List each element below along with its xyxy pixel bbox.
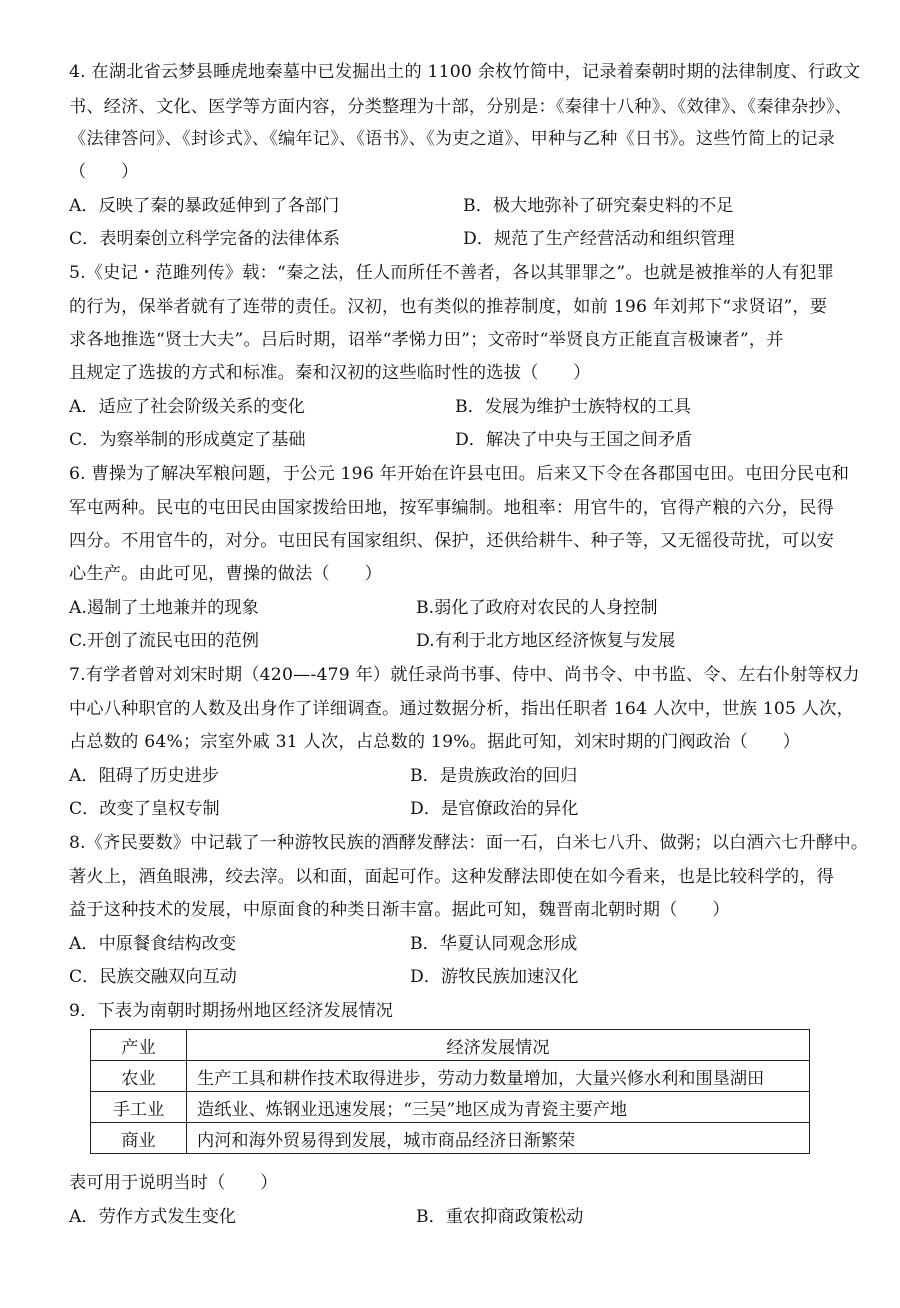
table-header-row — [91, 1030, 810, 1061]
q6-line-1: 6. 曹操为了解决军粮问题，于公元 196 年开始在许县屯田。后来又下令在各郡国屯田。屯田分民屯和 — [69, 464, 850, 484]
q9-after-table: 表可用于说明当时（ ） — [69, 1173, 278, 1193]
table-cell: 手工业 — [91, 1092, 187, 1123]
table-cell: 造纸业、炼钢业迅速发展；“三吴”地区成为青瓷主要产地 — [187, 1092, 810, 1123]
q8-line-1: 8.《齐民要数》中记载了一种游牧民族的酒酵发酵法：面一石，白米七八升、做粥；以白酒六七升酵中。 — [69, 833, 869, 853]
q7-option-b[interactable]: B．是贵族政治的回归 — [410, 766, 578, 786]
q8-option-d[interactable]: D．游牧民族加速汉化 — [410, 967, 579, 987]
q9-option-a[interactable]: A．劳作方式发生变化 — [69, 1207, 237, 1227]
table-cell: 农业 — [91, 1061, 187, 1092]
q4-option-a[interactable]: A．反映了秦的暴政延伸到了各部门 — [69, 196, 340, 216]
table-cell: 内河和海外贸易得到发展，城市商品经济日渐繁荣 — [187, 1123, 810, 1154]
q5-line-2: 的行为，保举者就有了连带的责任。汉初，也有类似的推荐制度，如前 196 年刘邦下“求贤诏”，要 — [69, 297, 828, 317]
table-row — [91, 1092, 810, 1123]
q5-line-4: 且规定了选拔的方式和标准。秦和汉初的这些临时性的选拔（ ） — [69, 363, 591, 383]
q6-option-d[interactable]: D.有利于北方地区经济恢复与发展 — [416, 631, 676, 651]
q8-line-3: 益于这种技术的发展，中原面食的种类日渐丰富。据此可知，魏晋南北朝时期（ ） — [69, 900, 730, 920]
table-row — [91, 1061, 810, 1092]
q9-option-b[interactable]: B．重农抑商政策松动 — [416, 1207, 584, 1227]
q6-option-c[interactable]: C.开创了流民屯田的范例 — [69, 631, 259, 651]
q5-option-d[interactable]: D．解决了中央与王国之间矛盾 — [455, 430, 693, 450]
q5-option-c[interactable]: C．为察举制的形成奠定了基础 — [69, 430, 306, 450]
q4-line-3: 《法律答问》、《封诊式》、《编年记》、《语书》、《为吏之道》、甲种与乙种《日书》。这些竹简上的记录 — [69, 129, 835, 149]
q5-line-1: 5.《史记・范雎列传》载：“秦之法，任人而所任不善者，各以其罪罪之”。也就是被推举的人有犯罪 — [69, 263, 835, 283]
q7-line-2: 中心八种职官的人数及出身作了详细调查。通过数据分析，指出任职者 164 人次中，世族 105 人次， — [69, 699, 854, 719]
q6-option-a[interactable]: A.遏制了土地兼并的现象 — [69, 598, 259, 618]
q7-option-c[interactable]: C．改变了皇权专制 — [69, 799, 220, 819]
q4-line-2: 书、经济、文化、医学等方面内容，分类整理为十部，分别是：《秦律十八种》、《效律》、《秦律杂抄》、 — [69, 97, 853, 117]
q7-line-3: 占总数的 64%；宗室外戚 31 人次，占总数的 19%。据此可知，刘宋时期的门阀政治（ ） — [69, 732, 801, 752]
table-header-cell: 经济发展情况 — [187, 1030, 810, 1061]
q6-line-4: 心生产。由此可见，曹操的做法（ ） — [69, 564, 382, 584]
q4-line-4: （ ） — [69, 162, 139, 182]
table-row — [91, 1123, 810, 1154]
table-cell: 商业 — [91, 1123, 187, 1154]
q6-line-2: 军屯两种。民屯的屯田民由国家拨给田地，按军事编制。地租率：用官牛的，官得产粮的六分，民得 — [69, 498, 835, 518]
q7-option-a[interactable]: A．阻碍了历史进步 — [69, 766, 219, 786]
q4-option-b[interactable]: B．极大地弥补了研究秦史料的不足 — [463, 196, 734, 216]
table-header-cell: 产业 — [91, 1030, 187, 1061]
q4-option-d[interactable]: D．规范了生产经营活动和组织管理 — [463, 229, 735, 249]
q4-option-c[interactable]: C．表明秦创立科学完备的法律体系 — [69, 229, 340, 249]
q5-option-a[interactable]: A．适应了社会阶级关系的变化 — [69, 397, 305, 417]
q6-line-3: 四分。不用官牛的，对分。屯田民有国家组织、保护，还供给耕牛、种子等，又无徭役苛扰，可以安 — [69, 531, 835, 551]
q5-option-b[interactable]: B．发展为维护士族特权的工具 — [455, 397, 692, 417]
q8-option-a[interactable]: A．中原餐食结构改变 — [69, 934, 237, 954]
q9-line-1: 9．下表为南朝时期扬州地区经济发展情况 — [69, 1001, 394, 1021]
q7-option-d[interactable]: D．是官僚政治的异化 — [410, 799, 579, 819]
q8-option-b[interactable]: B．华夏认同观念形成 — [410, 934, 578, 954]
q8-option-c[interactable]: C．民族交融双向互动 — [69, 967, 237, 987]
q6-option-b[interactable]: B.弱化了政府对农民的人身控制 — [416, 598, 658, 618]
q7-line-1: 7.有学者曾对刘宋时期（420—-479 年）就任录尚书事、侍中、尚书令、中书监、令、左右仆射等权力 — [69, 665, 860, 685]
q4-line-1: 4. 在湖北省云梦县睡虎地秦墓中已发掘出土的 1100 余枚竹简中，记录着秦朝时期的法律制度、行政文 — [69, 62, 861, 82]
economy-table — [90, 1029, 810, 1154]
table-cell: 生产工具和耕作技术取得进步，劳动力数量增加，大量兴修水利和围垦湖田 — [187, 1061, 810, 1092]
q5-line-3: 求各地推选“贤士大夫”。吕后时期，诏举“孝悌力田”；文帝时“举贤良方正能直言极谏者”，并 — [69, 330, 784, 350]
q8-line-2: 著火上，酒鱼眼沸，绞去滓。以和面，面起可作。这种发酵法即使在如今看来，也是比较科学的，得 — [69, 867, 835, 887]
